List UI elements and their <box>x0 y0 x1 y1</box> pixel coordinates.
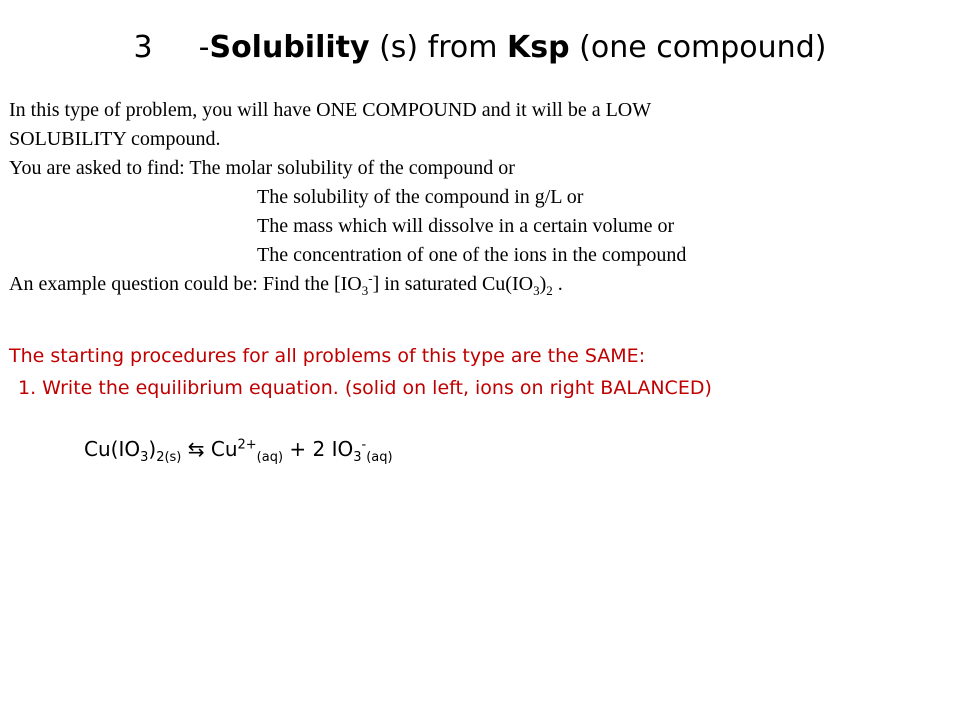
example-sup-1: - <box>368 270 373 286</box>
eq-anion-state: (aq) <box>366 450 393 465</box>
example-prefix: An example question could be: Find the [IO <box>9 273 362 295</box>
eq-cation-charge: 2+ <box>237 437 257 453</box>
procedure-intro: The starting procedures for all problems of this type are the SAME: <box>9 345 646 367</box>
intro-paragraph <box>9 96 949 299</box>
example-mid: ] in saturated Cu(IO <box>372 273 534 295</box>
eq-cation-state: (aq) <box>256 450 284 465</box>
eq-plus-anion: + 2 IO <box>283 437 354 461</box>
equilibrium-equation <box>84 437 393 465</box>
title-end: (one compound) <box>569 30 827 65</box>
eq-anion-charge: - <box>361 437 367 453</box>
intro-line-6: The concentration of one of the ions in the compound <box>257 244 687 266</box>
intro-line-4: The solubility of the compound in g/L or <box>257 186 584 208</box>
example-sub-3: 2 <box>546 283 553 298</box>
title-solubility: Solubility <box>209 30 370 65</box>
eq-reactant-sub: 3 <box>140 450 149 465</box>
slide-title <box>0 30 960 65</box>
procedure-block <box>9 340 954 404</box>
intro-line-2: SOLUBILITY compound. <box>9 128 221 150</box>
example-end: . <box>552 273 563 295</box>
eq-reactant-state: 2(s) <box>156 450 182 465</box>
equilibrium-arrow-icon: ⇆ <box>187 437 205 461</box>
example-question <box>9 270 949 299</box>
intro-line-5: The mass which will dissolve in a certain volume or <box>257 215 675 237</box>
title-dash: - <box>198 30 210 65</box>
example-sub-1: 3 <box>361 283 369 298</box>
eq-reactant: Cu(IO <box>84 437 141 461</box>
procedure-step-1: 1. Write the equilibrium equation. (solid on left, ions on right BALANCED) <box>18 377 712 399</box>
title-number: 3 <box>133 30 153 65</box>
eq-anion-sub: 3 <box>353 450 362 465</box>
title-ksp: Ksp <box>507 30 570 65</box>
title-mid: (s) from <box>369 30 508 65</box>
eq-reactant-close: ) <box>148 437 157 461</box>
intro-line-1: In this type of problem, you will have ONE COMPOUND and it will be a LOW <box>9 99 652 121</box>
example-close: ) <box>539 273 547 295</box>
eq-cation: Cu <box>210 437 238 461</box>
intro-line-3: You are asked to find: The molar solubility of the compound or <box>9 157 515 179</box>
example-sub-2: 3 <box>533 283 540 298</box>
